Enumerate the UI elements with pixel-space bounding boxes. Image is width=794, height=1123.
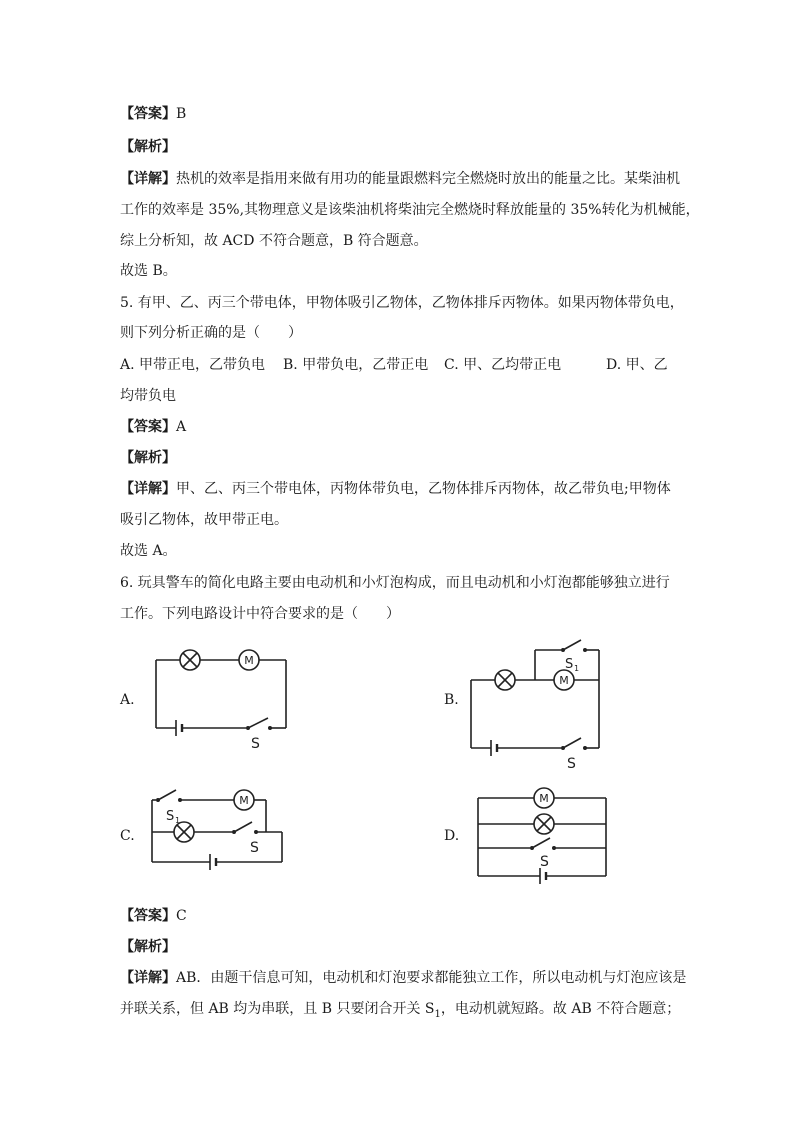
svg-text:M: M xyxy=(559,674,569,687)
q6-stem-line2: 工作。下列电路设计中符合要求的是（ ） xyxy=(120,606,400,622)
circuit-d-diagram xyxy=(472,786,612,886)
q6-detail-line2: 并联关系，但 AB 均为串联，且 B 只要闭合开关 $S_1$，电动机就短路。故 AB 不符合题意； xyxy=(120,1001,681,1020)
q4-analysis-tag: 【解析】 xyxy=(120,139,176,155)
svg-text:S: S xyxy=(567,756,576,772)
q5-answer: 【答案】A xyxy=(120,419,187,435)
q4-conclusion: 故选 B。 xyxy=(120,263,177,279)
q5-stem-line1: 5. 有甲、乙、丙三个带电体，甲物体吸引乙物体，乙物体排斥丙物体。如果丙物体带负电， xyxy=(120,295,684,311)
q5-option-a: A. 甲带正电，乙带负电 xyxy=(120,357,266,373)
q4-detail-line1: 【详解】热机的效率是指用来做有用功的能量跟燃料完全燃烧时放出的能量之比。某柴油机 xyxy=(120,171,680,187)
switch-s1-icon xyxy=(563,640,581,650)
svg-text:S: S xyxy=(540,854,549,870)
svg-text:1: 1 xyxy=(574,664,580,673)
circuit-a-label: A. xyxy=(120,692,135,708)
q4-detail-line3: 综上分析知，故 ACD 不符合题意，B 符合题意。 xyxy=(120,233,428,249)
svg-text:S: S xyxy=(565,657,574,672)
q5-option-d: D. 甲、乙 xyxy=(606,357,668,373)
svg-text:S: S xyxy=(250,840,259,856)
circuit-d-label: D. xyxy=(444,828,460,844)
circuit-c-diagram xyxy=(146,786,291,878)
q5-option-c: C. 甲、乙均带正电 xyxy=(444,357,562,373)
answer-value: B xyxy=(176,106,187,122)
q6-detail-line1: 【详解】AB．由题干信息可知，电动机和灯泡要求都能独立工作，所以电动机与灯泡应该是 xyxy=(120,970,687,986)
switch-icon xyxy=(248,718,268,728)
circuit-b-diagram xyxy=(465,636,610,770)
q5-option-b: B. 甲带负电，乙带正电 xyxy=(283,357,429,373)
q4-detail-line2: 工作的效率是 35%,其物理意义是该柴油机将柴油完全燃烧时释放能量的 35%转化为机械能， xyxy=(120,202,700,218)
switch-icon xyxy=(234,822,252,832)
circuit-a-diagram xyxy=(150,648,295,758)
detail-tag: 【详解】 xyxy=(120,171,176,187)
svg-text:S: S xyxy=(251,736,260,752)
q5-analysis-tag: 【解析】 xyxy=(120,450,176,466)
svg-text:1: 1 xyxy=(175,816,181,825)
switch-icon xyxy=(563,738,581,748)
answer-tag: 【答案】 xyxy=(120,106,176,122)
q6-analysis-tag: 【解析】 xyxy=(120,939,176,955)
q4-answer xyxy=(120,103,186,123)
q5-detail-line1: 【详解】甲、乙、丙三个带电体，丙物体带负电，乙物体排斥丙物体，故乙带负电;甲物体 xyxy=(120,481,671,497)
switch-icon xyxy=(532,838,550,848)
switch-s1-icon xyxy=(158,790,176,800)
svg-text:S: S xyxy=(166,809,175,824)
q5-option-d-cont: 均带负电 xyxy=(120,388,176,404)
circuit-b-label: B. xyxy=(444,692,459,708)
svg-text:M: M xyxy=(539,792,549,805)
q6-answer: 【答案】C xyxy=(120,908,187,924)
q5-stem-line2: 则下列分析正确的是（ ） xyxy=(120,325,302,341)
svg-text:M: M xyxy=(244,654,254,667)
q6-stem-line1: 6. 玩具警车的简化电路主要由电动机和小灯泡构成，而且电动机和小灯泡都能够独立进行 xyxy=(120,575,670,591)
circuit-c-label: C. xyxy=(120,828,135,844)
svg-text:M: M xyxy=(239,794,249,807)
q5-detail-line2: 吸引乙物体，故甲带正电。 xyxy=(120,512,288,528)
q5-conclusion: 故选 A。 xyxy=(120,543,177,559)
